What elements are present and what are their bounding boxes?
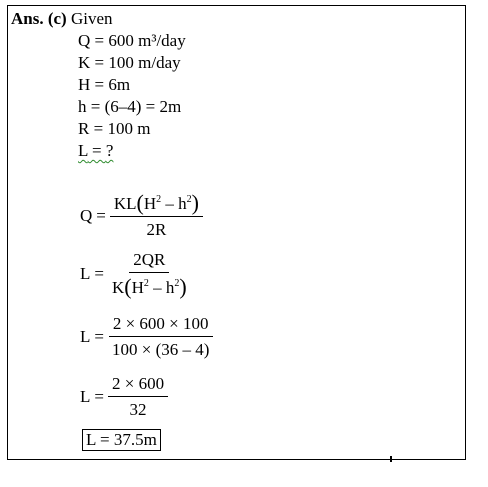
answer-prefix: Ans. (c)	[11, 9, 67, 28]
answer-heading	[11, 9, 113, 29]
given-H: H = 6m	[78, 75, 131, 94]
final-result: L = 37.5m	[82, 429, 161, 451]
given-k: K = 100 m/day	[78, 53, 181, 72]
given-q: Q = 600 m³/day	[78, 31, 186, 50]
given-h: h = (6–4) = 2m	[78, 97, 182, 116]
answer-given-word: Given	[70, 9, 113, 28]
border-tick-mark	[390, 456, 392, 462]
given-l: L = ?	[78, 141, 114, 160]
given-r: R = 100 m	[78, 119, 151, 138]
equation-4: L = $\frac{2 \times 600}{32}$	[80, 374, 168, 420]
equation-3: L = $\frac{2 \times 600 \times 100}{100 \times (36 - 4)}$	[80, 314, 213, 360]
answer-box	[7, 5, 466, 460]
equation-1: Q = $\frac{KL(H^2 - h^2)}{2R}$	[80, 192, 203, 240]
equation-2: L = $\frac{2QR}{K(H^2 - h^2)}$	[80, 250, 187, 299]
